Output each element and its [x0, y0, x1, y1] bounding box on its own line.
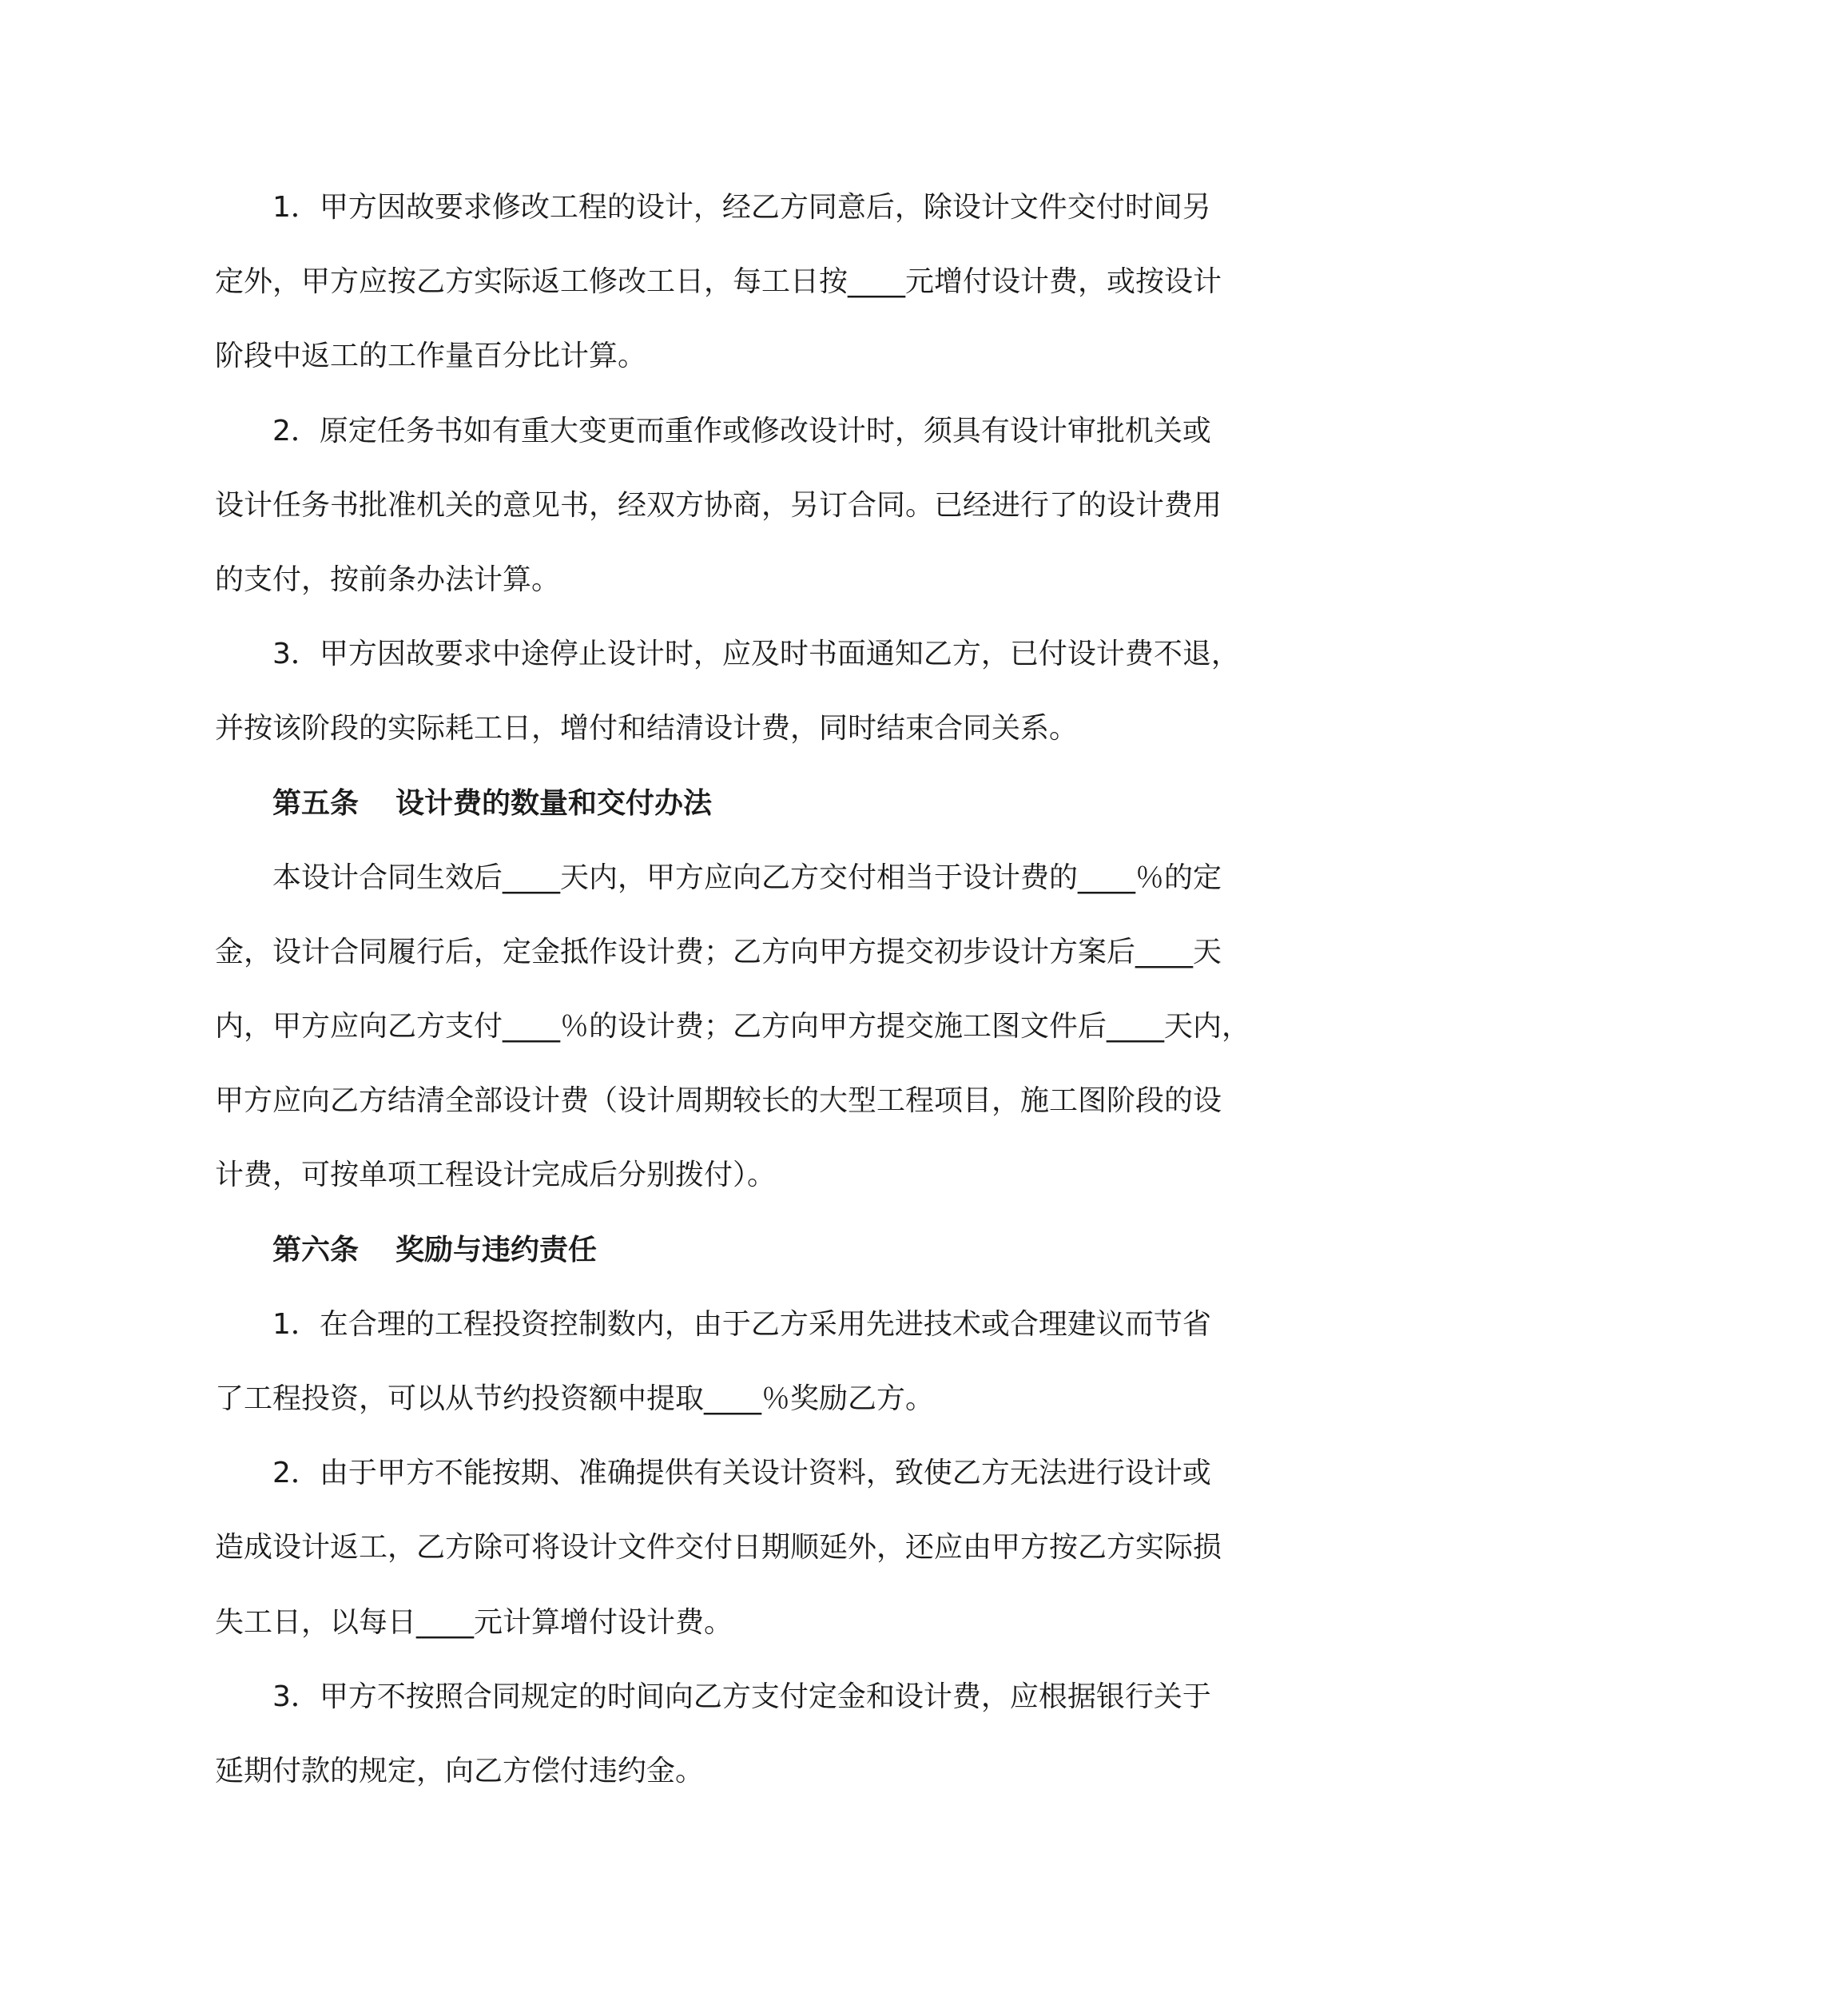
paragraph-line: 并按该阶段的实际耗工日，增付和结清设计费，同时结束合同关系。 — [215, 712, 1079, 746]
paragraph-line: 阶段中返工的工作量百分比计算。 — [215, 340, 647, 373]
article-6-title: 奖励与违约责任 — [395, 1233, 598, 1266]
article-6-item-3 — [215, 1672, 1211, 1820]
document-body — [215, 182, 1251, 1820]
paragraph-line: 计费，可按单项工程设计完成后分别拨付）。 — [215, 1159, 777, 1192]
paragraph-line: 定外，甲方应按乙方实际返工修改工日，每工日按____元增付设计费，或按设计 — [215, 265, 1222, 299]
article-6-item-2 — [215, 1448, 1222, 1672]
paragraph-2 — [215, 406, 1222, 630]
paragraph-line: 甲方应向乙方结清全部设计费（设计周期较长的大型工程项目，施工图阶段的设 — [215, 1084, 1222, 1118]
paragraph-line: 金，设计合同履行后，定金抵作设计费；乙方向甲方提交初步设计方案后____天 — [215, 935, 1222, 968]
paragraph-line: 的支付，按前条办法计算。 — [215, 563, 561, 596]
article-6-heading — [215, 1225, 1206, 1299]
paragraph-line: 3．甲方不按照合同规定的时间向乙方支付定金和设计费，应根据银行关于 — [272, 1680, 1211, 1713]
paragraph-line: 失工日，以每日____元计算增付设计费。 — [215, 1605, 733, 1639]
paragraph-line: 内，甲方应向乙方支付____％的设计费；乙方向甲方提交施工图文件后____天内， — [215, 1010, 1251, 1044]
paragraph-line: 造成设计返工，乙方除可将设计文件交付日期顺延外，还应由甲方按乙方实际损 — [215, 1531, 1222, 1565]
paragraph-1 — [215, 182, 1222, 406]
article-6-item-1 — [215, 1299, 1211, 1448]
article-5-number: 第五条 — [272, 786, 360, 820]
paragraph-line: 3．甲方因故要求中途停止设计时，应及时书面通知乙方，已付设计费不退， — [272, 638, 1240, 671]
paragraph-3 — [215, 629, 1240, 777]
paragraph-line: 1．在合理的工程投资控制数内，由于乙方采用先进技术或合理建议而节省 — [272, 1307, 1211, 1341]
paragraph-line: 了工程投资，可以从节约投资额中提取____％奖励乙方。 — [215, 1382, 935, 1415]
paragraph-line: 1．甲方因故要求修改工程的设计，经乙方同意后，除设计文件交付时间另 — [272, 191, 1211, 224]
paragraph-line: 延期付款的规定，向乙方偿付违约金。 — [215, 1754, 705, 1787]
paragraph-line: 本设计合同生效后____天内，甲方应向乙方交付相当于设计费的____％的定 — [272, 861, 1222, 894]
article-5-heading — [215, 778, 1206, 853]
paragraph-line: 设计任务书批准机关的意见书，经双方协商，另订合同。已经进行了的设计费用 — [215, 488, 1222, 522]
article-5-body — [215, 853, 1251, 1225]
paragraph-line: 2．原定任务书如有重大变更而重作或修改设计时，须具有设计审批机关或 — [272, 414, 1211, 447]
article-5-title: 设计费的数量和交付办法 — [395, 786, 713, 820]
paragraph-line: 2．由于甲方不能按期、准确提供有关设计资料，致使乙方无法进行设计或 — [272, 1457, 1211, 1490]
article-6-number: 第六条 — [272, 1233, 360, 1266]
